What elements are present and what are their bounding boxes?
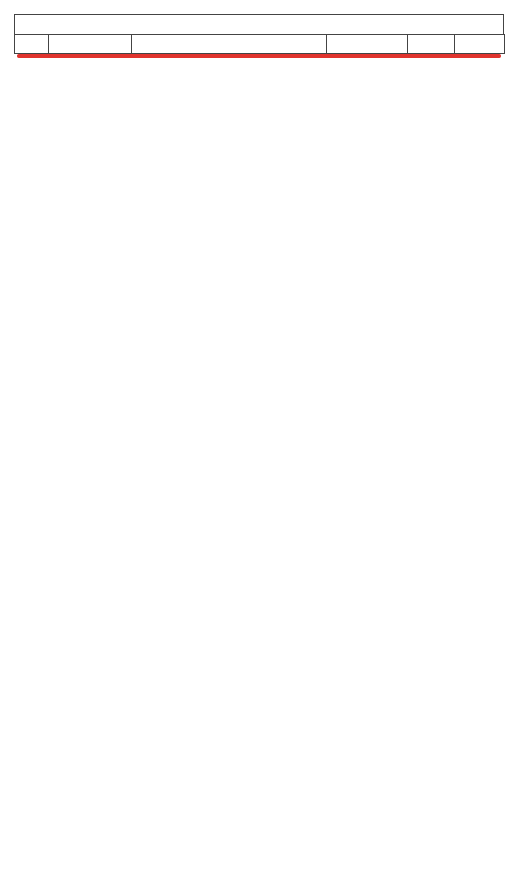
header-cell-major <box>132 35 327 54</box>
header-cell-tuition <box>327 35 408 54</box>
plan-table <box>14 34 505 54</box>
header-cell-history <box>408 35 455 54</box>
highlight-box <box>17 54 501 58</box>
header-cell-code <box>49 35 132 54</box>
header-cell-physics <box>455 35 505 54</box>
header-row <box>15 35 505 54</box>
sheet-title <box>14 14 504 34</box>
header-cell-index <box>15 35 49 54</box>
plan-sheet <box>14 14 504 54</box>
